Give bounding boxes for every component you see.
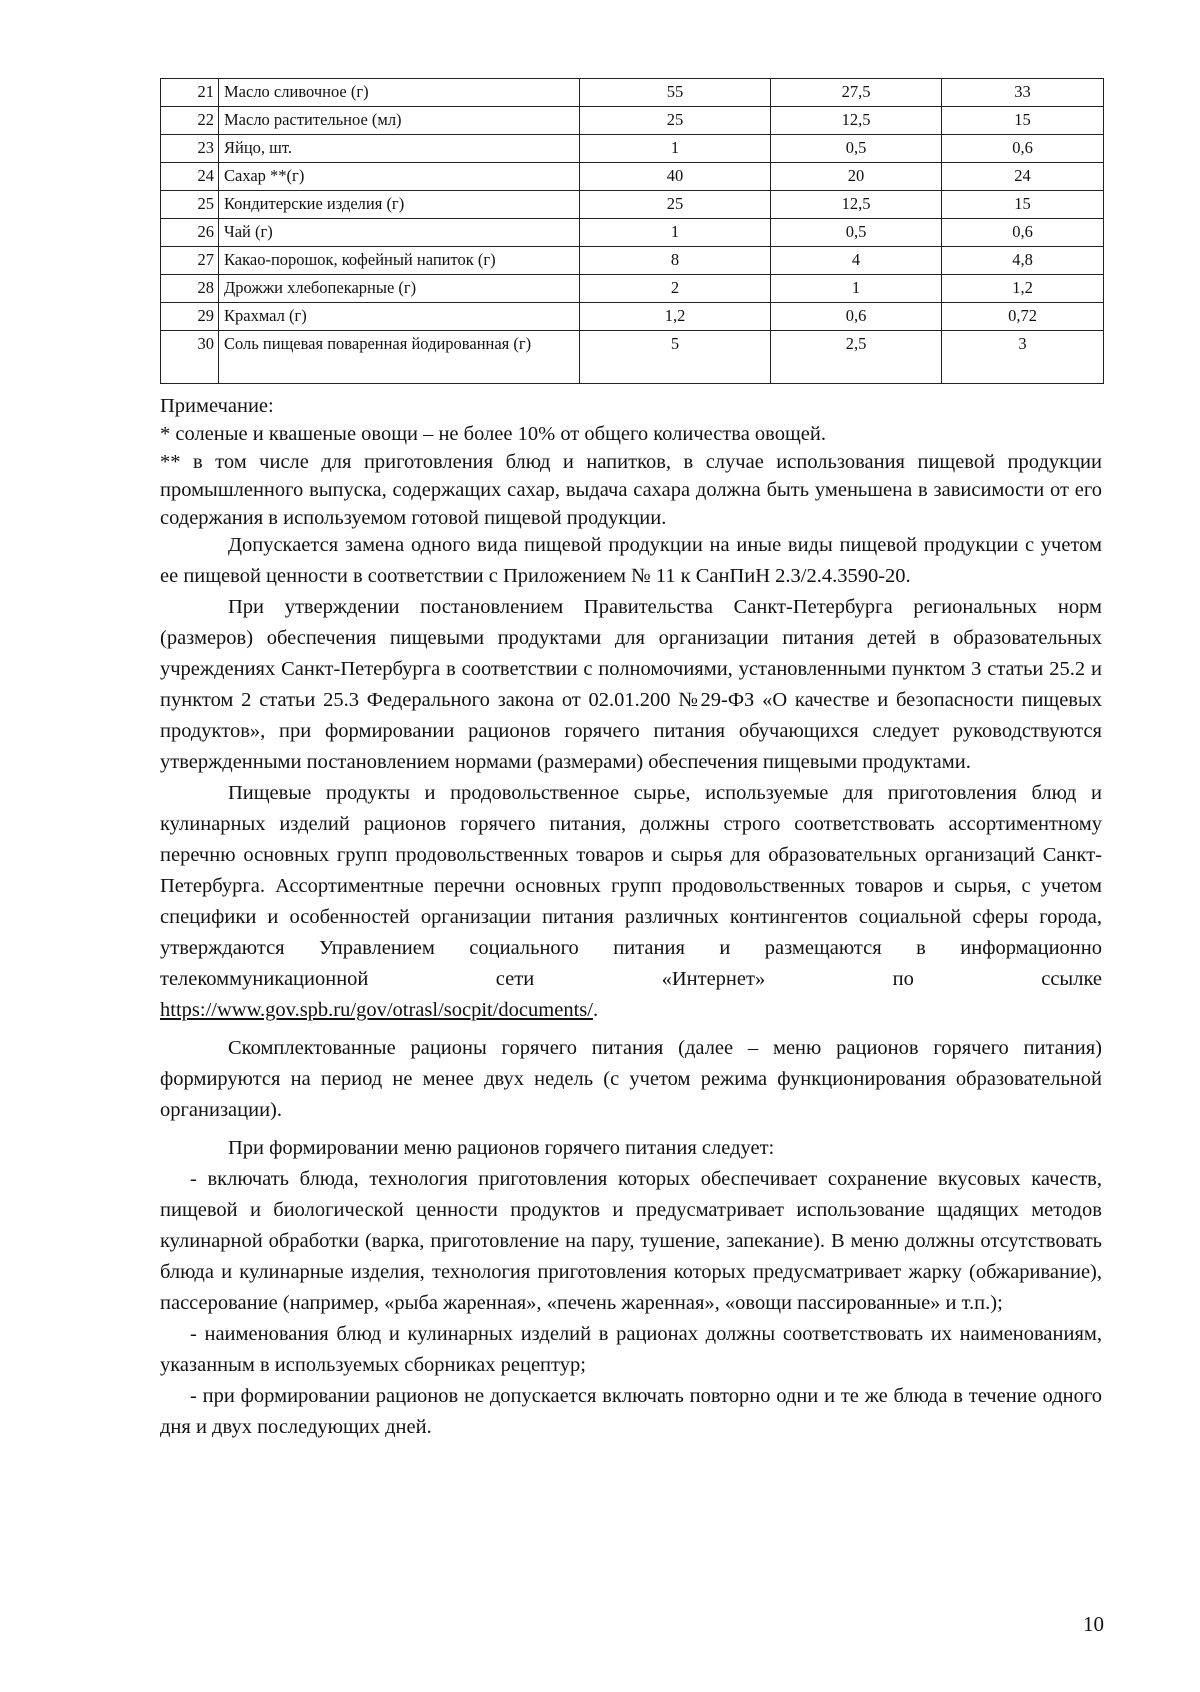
value-col-2: 27,5 [771,79,942,107]
note-item-sugar: ** в том числе для приготовления блюд и напитков, в случае использования пищевой продукции промышленного выпуска, содержащих сахар, выдача сахара должна быть уменьшена в зависимости от его содержания в используемом готовой пищевой продукции. [160,451,1102,529]
paragraph-link-line: https://www.gov.spb.ru/gov/otrasl/socpit/documents/. [160,999,599,1021]
value-col-2: 12,5 [771,191,942,219]
value-col-2: 0,6 [771,303,942,331]
paragraph-menu-rules-intro: При формировании меню рационов горячего питания следует: [228,1137,775,1159]
table-row [161,163,1104,191]
table-row [161,219,1104,247]
value-col-3: 24 [942,163,1104,191]
bullet-dish-names: - наименования блюд и кулинарных изделий в рационах должны соответствовать их наименованиям, указанным в используемых сборниках рецептур; [160,1323,1102,1376]
value-col-2: 2,5 [771,331,942,384]
row-number: 29 [161,303,219,331]
value-col-2: 0,5 [771,135,942,163]
value-col-1: 25 [580,191,771,219]
row-number: 28 [161,275,219,303]
note-item-salted-vegetables: * соленые и квашеные овощи – не более 10% от общего количества овощей. [160,423,826,445]
table-row [161,135,1104,163]
bullet-no-repeats: - при формировании рационов не допускается включать повторно одни и те же блюда в течение одного дня и двух последующих дней. [160,1385,1102,1438]
product-name: Какао-порошок, кофейный напиток (г) [219,247,580,275]
value-col-1: 1,2 [580,303,771,331]
value-col-2: 4 [771,247,942,275]
row-number: 23 [161,135,219,163]
value-col-1: 2 [580,275,771,303]
value-col-3: 0,6 [942,219,1104,247]
table-row [161,247,1104,275]
value-col-3: 15 [942,191,1104,219]
paragraph-regional-norms: При утверждении постановлением Правительства Санкт-Петербурга региональных норм (размеров) обеспечения пищевыми продуктами для организации питания детей в образовательных учреждениях Санкт-Петербурга в соответствии с полномочиями, установленными пунктом 3 статьи 25.2 и пунктом 2 статьи 25.3 Федерального закона от 02.01.200 №29-ФЗ «О качестве и безопасности пищевых продуктов», при формировании рационов горячего питания обучающихся следует руководствуются утвержденными постановлением нормами (размерами) обеспечения пищевыми продуктами. [160,596,1102,773]
value-col-1: 1 [580,219,771,247]
value-col-2: 20 [771,163,942,191]
value-col-3: 33 [942,79,1104,107]
paragraph-substitution: Допускается замена одного вида пищевой продукции на иные виды пищевой продукции с учетом ее пищевой ценности в соответствии с Приложением № 11 к СанПиН 2.3/2.4.3590-20. [160,534,1102,587]
document-body [160,530,1102,1443]
value-col-2: 0,5 [771,219,942,247]
table-row [161,191,1104,219]
product-name: Кондитерские изделия (г) [219,191,580,219]
value-col-1: 5 [580,331,771,384]
page-number: 10 [1083,1612,1104,1636]
product-name: Яйцо, шт. [219,135,580,163]
table-row [161,79,1104,107]
table-row [161,303,1104,331]
row-number: 22 [161,107,219,135]
table-row [161,275,1104,303]
paragraph-menu-period: Скомплектованные рационы горячего питания (далее – меню рационов горячего питания) формируются на период не менее двух недель (с учетом режима функционирования образовательной организации). [160,1037,1102,1121]
product-name: Масло растительное (мл) [219,107,580,135]
product-name: Дрожжи хлебопекарные (г) [219,275,580,303]
product-name: Масло сливочное (г) [219,79,580,107]
value-col-3: 15 [942,107,1104,135]
product-name: Крахмал (г) [219,303,580,331]
table-notes [160,392,1102,532]
value-col-2: 1 [771,275,942,303]
value-col-1: 8 [580,247,771,275]
row-number: 24 [161,163,219,191]
table-row [161,331,1104,384]
row-number: 30 [161,331,219,384]
row-number: 26 [161,219,219,247]
food-norms-table [160,78,1104,384]
value-col-1: 55 [580,79,771,107]
note-title: Примечание: [160,395,274,417]
table-row [161,107,1104,135]
value-col-1: 25 [580,107,771,135]
paragraph-assortment [160,778,1102,995]
product-name: Соль пищевая поваренная йодированная (г) [219,331,580,384]
row-number: 25 [161,191,219,219]
value-col-3: 0,6 [942,135,1104,163]
value-col-1: 40 [580,163,771,191]
product-name: Сахар **(г) [219,163,580,191]
row-number: 27 [161,247,219,275]
value-col-3: 0,72 [942,303,1104,331]
value-col-1: 1 [580,135,771,163]
documents-link[interactable]: https://www.gov.spb.ru/gov/otrasl/socpit/documents/ [160,999,593,1021]
value-col-3: 4,8 [942,247,1104,275]
value-col-2: 12,5 [771,107,942,135]
row-number: 21 [161,79,219,107]
bullet-cooking-methods: - включать блюда, технология приготовления которых обеспечивает сохранение вкусовых качеств, пищевой и биологической ценности продуктов и предусматривает использование щадящих методов кулинарной обработки (варка, приготовление на пару, тушение, запекание). В меню должны отсутствовать блюда и кулинарные изделия, технология приготовления которых предусматривает жарку (обжаривание), пассерование (например, «рыба жаренная», «печень жаренная», «овощи пассированные» и т.п.); [160,1168,1102,1314]
value-col-3: 1,2 [942,275,1104,303]
paragraph-assortment-text: Пищевые продукты и продовольственное сырье, используемые для приготовления блюд и кулинарных изделий рационов горячего питания, должны строго соответствовать ассортиментному перечню основных групп продовольственных товаров и сырья для образовательных организаций Санкт-Петербурга. Ассортиментные перечни основных групп продовольственных товаров и сырья, с учетом специфики и особенностей организации питания различных контингентов социальной сферы города, утверждаются Управлением социального питания и размещаются в информационно телекоммуникационной сети «Интернет» по ссылке [160,782,1102,990]
product-name: Чай (г) [219,219,580,247]
value-col-3: 3 [942,331,1104,384]
